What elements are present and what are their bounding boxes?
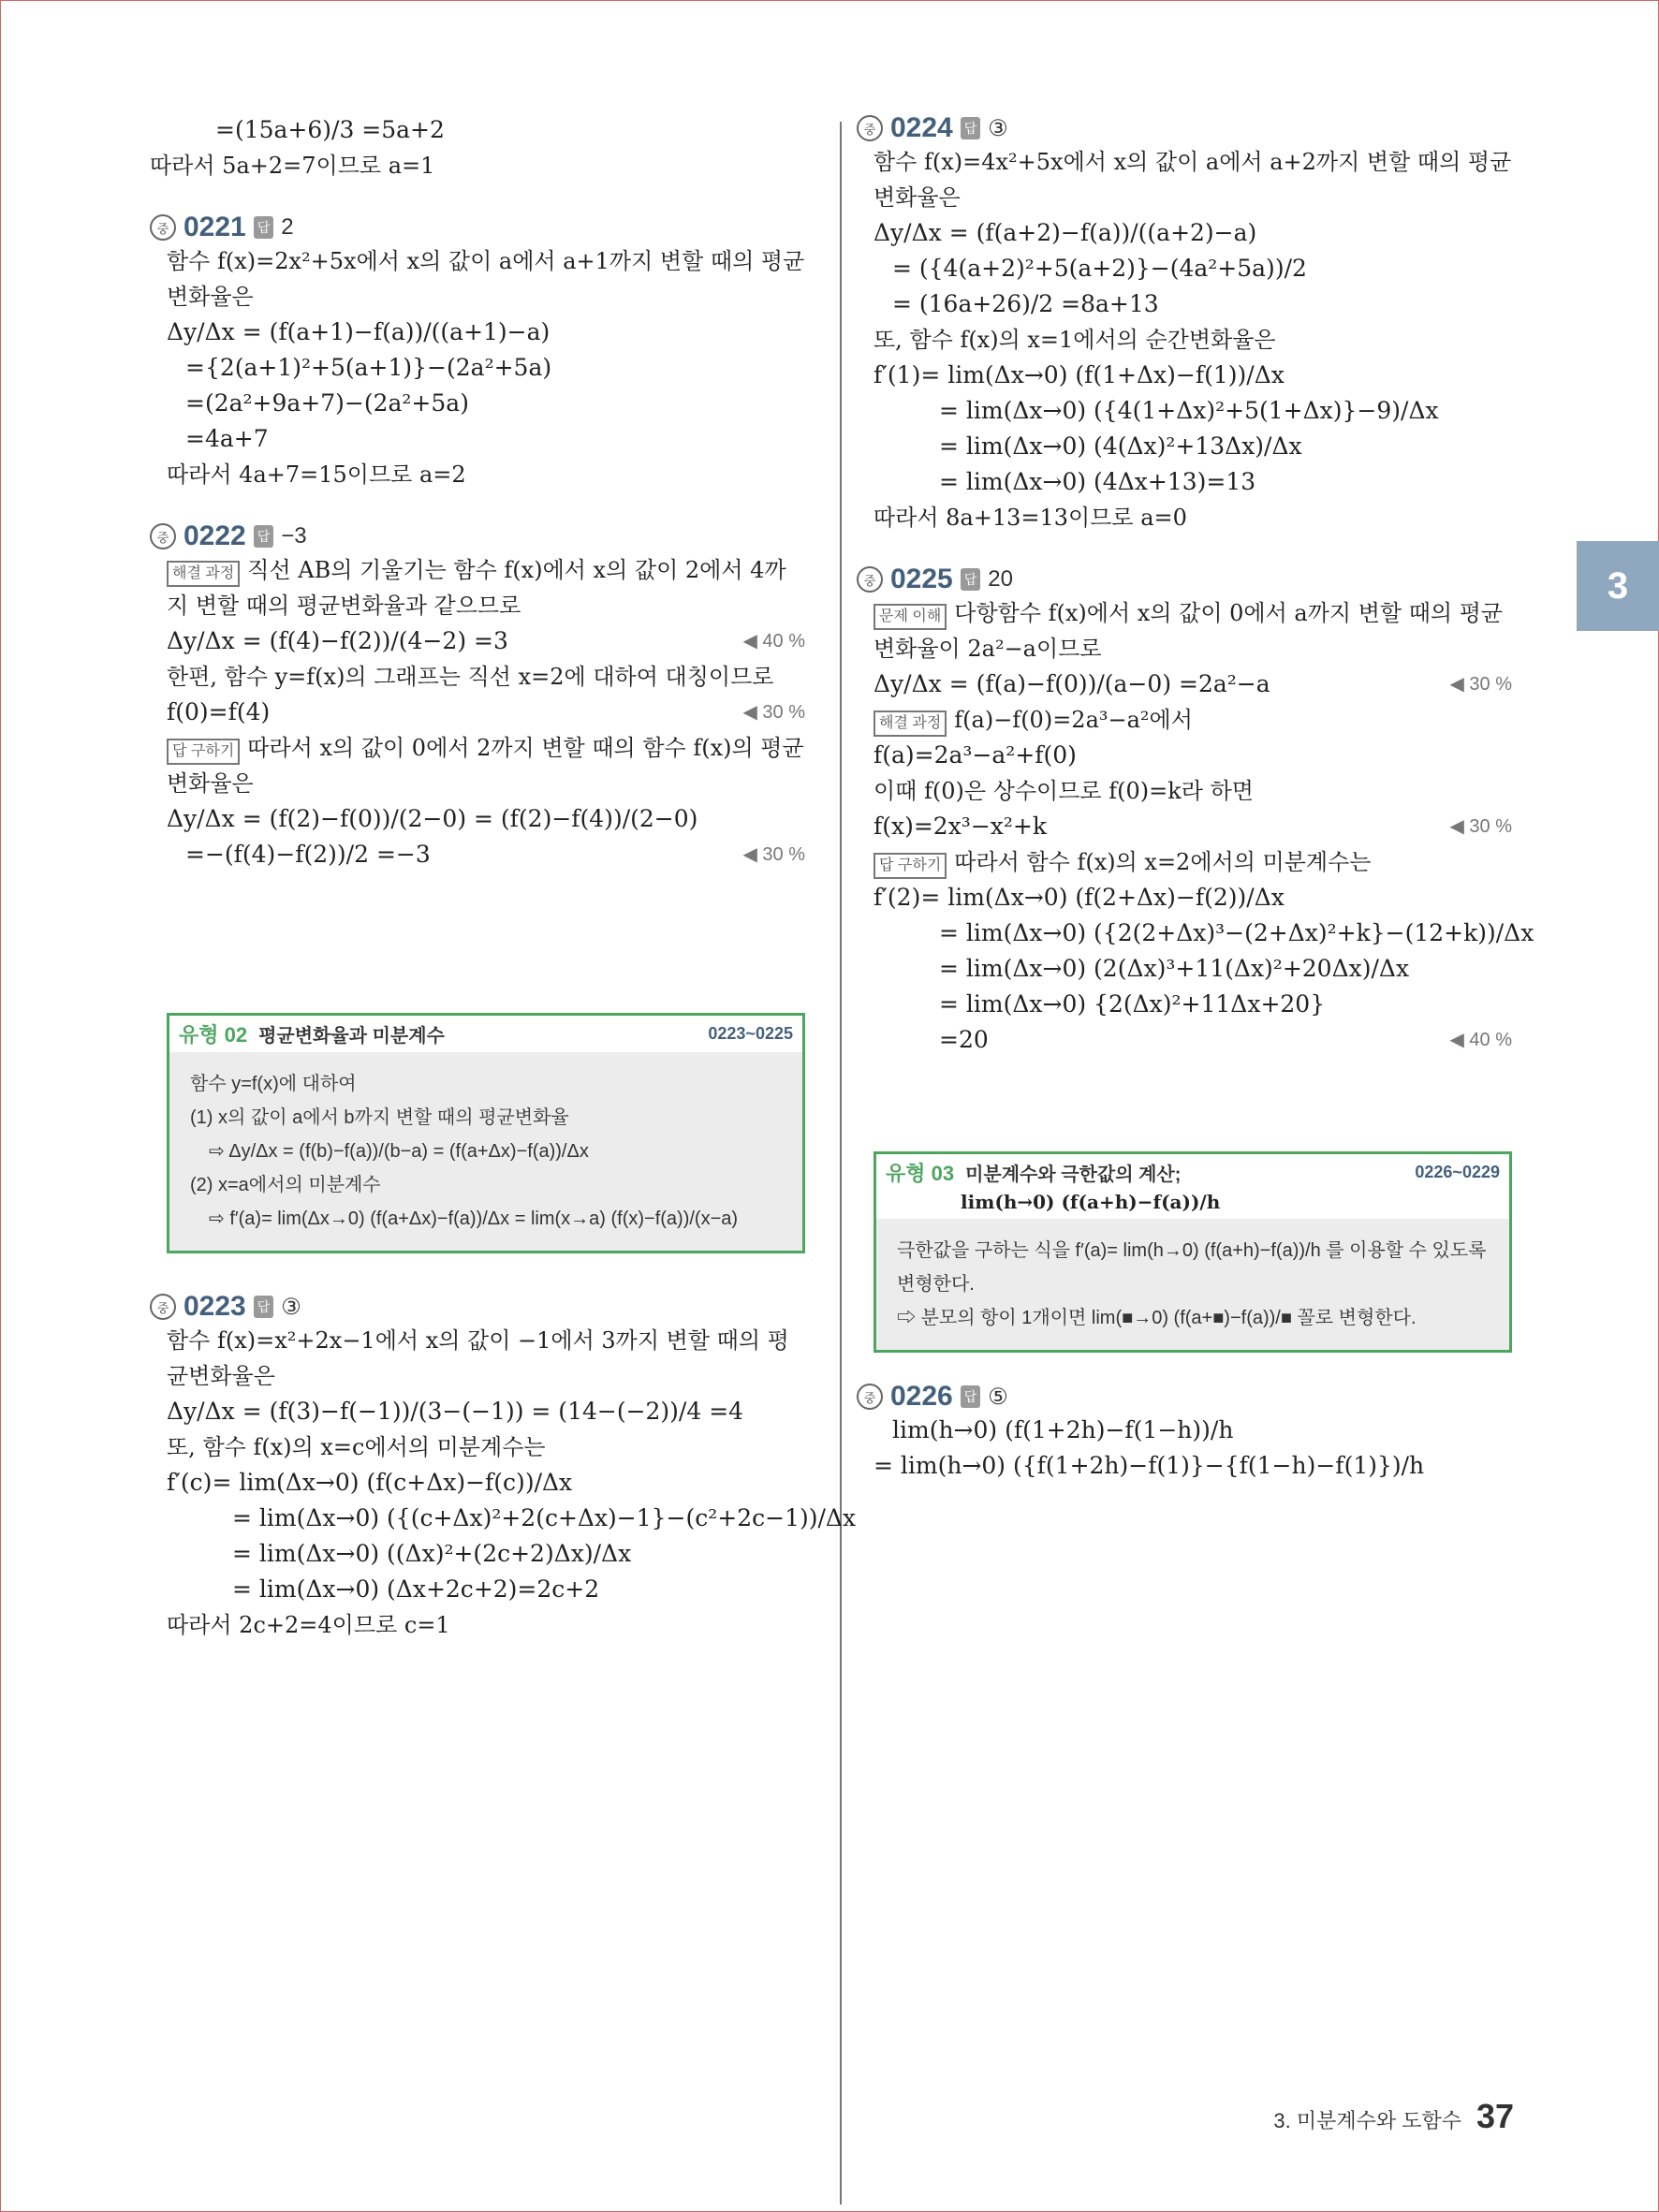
page-footer (1273, 2097, 1514, 2136)
text-line: 또, 함수 f(x)의 x=1에서의 순간변화율은 (874, 327, 1276, 353)
text-line: 따라서 x의 값이 0에서 2까지 변할 때의 함수 f(x)의 평균 (247, 735, 804, 761)
text-line: 변화율은 (167, 284, 254, 310)
answer-value: 2 (281, 214, 294, 240)
equation-line: =−(f(4)−f(2))/2 =−3 (185, 841, 431, 868)
equation-line: lim(h→0) (f(1+2h)−f(1−h))/h (892, 1416, 1234, 1443)
equation-line: f′(c)= lim(Δx→0) (f(c+Δx)−f(c))/Δx (167, 1469, 573, 1496)
step-tag: 해결 과정 (167, 561, 240, 587)
answer-tag: 답 (254, 1296, 274, 1318)
equation-line: f′(1)= lim(Δx→0) (f(1+Δx)−f(1))/Δx (874, 361, 1285, 388)
equation-line: Δy/Δx = (f(4)−f(2))/(4−2) =3 (167, 627, 508, 654)
problem-number: 0223 (184, 1291, 246, 1322)
type-range: 0223~0225 (708, 1024, 793, 1043)
text-line: 균변화율은 (167, 1363, 275, 1389)
answer-value: ③ (988, 115, 1008, 141)
text-line: 변화율이 2a²−a이므로 (874, 636, 1102, 662)
text-line: 따라서 함수 f(x)의 x=2에서의 미분계수는 (954, 849, 1372, 875)
problem-header-0225 (857, 564, 1512, 595)
equation-line: = lim(Δx→0) (4(Δx)²+13Δx)/Δx (939, 432, 1302, 460)
equation-line: = lim(Δx→0) (Δx+2c+2)=2c+2 (232, 1575, 600, 1603)
answer-tag: 답 (254, 216, 274, 239)
answer-tag: 답 (961, 1385, 981, 1408)
solution-0224 (874, 144, 1512, 535)
equation-line: = (16a+26)/2 =8a+13 (892, 290, 1159, 317)
text-line: 다항함수 f(x)에서 x의 값이 0에서 a까지 변할 때의 평균 (954, 600, 1504, 626)
box-line: ⇨ Δy/Δx = (f(b)−f(a))/(b−a) = (f(a+Δx)−f(a))/Δx (209, 1141, 589, 1162)
page-number: 37 (1475, 2097, 1514, 2135)
type-title: 미분계수와 극한값의 계산; (965, 1165, 1182, 1185)
score-percent: ◀ 40 % (742, 631, 805, 652)
equation-line: =(15a+6)/3 =5a+2 (215, 116, 445, 143)
solution-0221 (167, 243, 805, 492)
text-line: 변화율은 (167, 770, 254, 797)
step-tag: 답 구하기 (167, 739, 240, 765)
level-mark-icon: 중 (857, 566, 883, 593)
type-label: 유형 03 (886, 1162, 955, 1185)
text-line: 함수 f(x)=x²+2x−1에서 x의 값이 −1에서 3까지 변할 때의 평 (167, 1327, 789, 1354)
left-column (150, 112, 857, 1643)
equation-line: ={2(a+1)²+5(a+1)}−(2a²+5a) (185, 354, 552, 381)
text-line: 변화율은 (874, 184, 961, 211)
answer-tag: 답 (961, 117, 981, 139)
equation-line: = lim(Δx→0) (4Δx+13)=13 (939, 468, 1256, 495)
problem-header-0226 (857, 1381, 1512, 1413)
equation-line: f′(2)= lim(Δx→0) (f(2+Δx)−f(2))/Δx (874, 884, 1285, 911)
solution-0223 (167, 1323, 857, 1643)
answer-value: ③ (281, 1294, 301, 1320)
box-line: ⇨ 분모의 항이 1개이면 lim(■→0) (f(a+■)−f(a))/■ 꼴로 변형한다. (897, 1308, 1417, 1328)
box-line: 변형한다. (897, 1274, 975, 1295)
box-line: 함수 y=f(x)에 대하여 (190, 1074, 357, 1094)
level-mark-icon: 중 (857, 1384, 883, 1410)
text-line: 따라서 8a+13=13이므로 a=0 (874, 505, 1187, 531)
solution-0226 (874, 1413, 1512, 1484)
text-line: 따라서 5a+2=7이므로 a=1 (150, 153, 435, 179)
text-line: 또, 함수 f(x)의 x=c에서의 미분계수는 (167, 1434, 546, 1460)
box-line: 극한값을 구하는 식을 f′(a)= lim(h→0) (f(a+h)−f(a))/h 를 이용할 수 있도록 (897, 1240, 1487, 1261)
answer-value: −3 (281, 523, 307, 549)
problem-header-0221 (150, 212, 805, 243)
text-line: 따라서 4a+7=15이므로 a=2 (167, 461, 466, 488)
score-percent: ◀ 30 % (1449, 674, 1512, 695)
score-percent: ◀ 30 % (742, 844, 805, 865)
problem-header-0223 (150, 1291, 805, 1323)
solution-0225 (874, 595, 1534, 1058)
type-box-body (876, 1219, 1509, 1350)
type-box-02 (167, 1013, 805, 1253)
problem-number: 0222 (184, 520, 246, 551)
level-mark-icon: 중 (150, 523, 176, 549)
chapter-tab: 3 (1577, 541, 1659, 631)
type-box-header (876, 1154, 1509, 1191)
problem-header-0224 (857, 112, 1512, 144)
equation-line: = ({4(a+2)²+5(a+2)}−(4a²+5a))/2 (892, 255, 1307, 282)
equation-line: = lim(Δx→0) (2(Δx)³+11(Δx)²+20Δx)/Δx (939, 955, 1410, 982)
right-column (857, 112, 1534, 1484)
equation-line: =(2a²+9a+7)−(2a²+5a) (185, 389, 469, 417)
solution-0222 (167, 552, 805, 872)
equation-line: = lim(Δx→0) ({2(2+Δx)³−(2+Δx)²+k}−(12+k))/Δx (939, 919, 1534, 946)
score-percent: ◀ 30 % (742, 702, 805, 723)
text-line: 이때 f(0)은 상수이므로 f(0)=k라 하면 (874, 778, 1254, 804)
equation-line: f(x)=2x³−x²+k (874, 813, 1047, 840)
equation-line: Δy/Δx = (f(a)−f(0))/(a−0) =2a²−a (874, 670, 1270, 697)
box-line: ⇨ f′(a)= lim(Δx→0) (f(a+Δx)−f(a))/Δx = lim(x→a) (f(x)−f(a))/(x−a) (209, 1209, 739, 1229)
chapter-title: 3. 미분계수와 도함수 (1273, 2109, 1461, 2132)
type-range: 0226~0229 (1415, 1163, 1500, 1181)
box-line: (2) x=a에서의 미분계수 (190, 1175, 381, 1195)
text-line: 따라서 2c+2=4이므로 c=1 (167, 1612, 450, 1638)
answer-tag: 답 (961, 568, 981, 591)
step-tag: 해결 과정 (874, 710, 947, 737)
equation-line: =20 (939, 1026, 989, 1053)
answer-value: 20 (988, 566, 1013, 592)
step-tag: 답 구하기 (874, 853, 947, 879)
equation-line: Δy/Δx = (f(a+1)−f(a))/((a+1)−a) (167, 318, 551, 345)
equation-line: f(0)=f(4) (167, 698, 271, 725)
problem-number: 0221 (184, 212, 246, 242)
equation-line: Δy/Δx = (f(2)−f(0))/(2−0) = (f(2)−f(4))/(2−0) (167, 805, 698, 832)
problem-number: 0226 (890, 1381, 953, 1412)
answer-value: ⑤ (988, 1384, 1008, 1410)
step-tag: 문제 이해 (874, 604, 947, 630)
type-label: 유형 02 (179, 1023, 248, 1047)
equation-line: =4a+7 (185, 425, 269, 452)
level-mark-icon: 중 (150, 214, 176, 241)
text-line: 함수 f(x)=4x²+5x에서 x의 값이 a에서 a+2까지 변할 때의 평균 (874, 149, 1512, 175)
type-box-03 (874, 1151, 1512, 1353)
equation-line: = lim(h→0) ({f(1+2h)−f(1)}−{f(1−h)−f(1)})/h (874, 1452, 1425, 1479)
problem-header-0222 (150, 520, 805, 552)
equation-line: Δy/Δx = (f(a+2)−f(a))/((a+2)−a) (874, 219, 1257, 246)
level-mark-icon: 중 (857, 115, 883, 141)
equation-line: = lim(Δx→0) ({(c+Δx)²+2(c+Δx)−1}−(c²+2c−1))/Δx (232, 1504, 857, 1531)
text-line: 지 변할 때의 평균변화율과 같으므로 (167, 593, 521, 619)
type-box-header (169, 1016, 802, 1052)
problem-number: 0224 (890, 112, 953, 143)
text-line: 함수 f(x)=2x²+5x에서 x의 값이 a에서 a+1까지 변할 때의 평균 (167, 248, 805, 274)
type-box-body (169, 1052, 802, 1251)
type-title: 평균변화율과 미분계수 (258, 1026, 445, 1047)
score-percent: ◀ 30 % (1449, 816, 1512, 837)
text-line: f(a)−f(0)=2a³−a²에서 (954, 707, 1193, 733)
score-percent: ◀ 40 % (1449, 1030, 1512, 1050)
box-line: (1) x의 값이 a에서 b까지 변할 때의 평균변화율 (190, 1107, 569, 1128)
equation-line: Δy/Δx = (f(3)−f(−1))/(3−(−1)) = (14−(−2))/4 =4 (167, 1398, 744, 1425)
equation-line: = lim(Δx→0) ({4(1+Δx)²+5(1+Δx)}−9)/Δx (939, 397, 1439, 424)
column-divider (840, 122, 842, 2205)
level-mark-icon: 중 (150, 1294, 176, 1320)
equation-line: = lim(Δx→0) ((Δx)²+(2c+2)Δx)/Δx (232, 1540, 632, 1567)
type-subtitle: lim(h→0) (f(a+h)−f(a))/h (961, 1191, 1221, 1213)
equation-line: f(a)=2a³−a²+f(0) (874, 741, 1077, 769)
equation-line: = lim(Δx→0) {2(Δx)²+11Δx+20} (939, 990, 1326, 1018)
answer-tag: 답 (254, 525, 274, 548)
text-line: 한편, 함수 y=f(x)의 그래프는 직선 x=2에 대하여 대칭이므로 (167, 664, 774, 690)
problem-number: 0225 (890, 564, 953, 594)
text-line: 직선 AB의 기울기는 함수 f(x)에서 x의 값이 2에서 4까 (247, 557, 786, 583)
